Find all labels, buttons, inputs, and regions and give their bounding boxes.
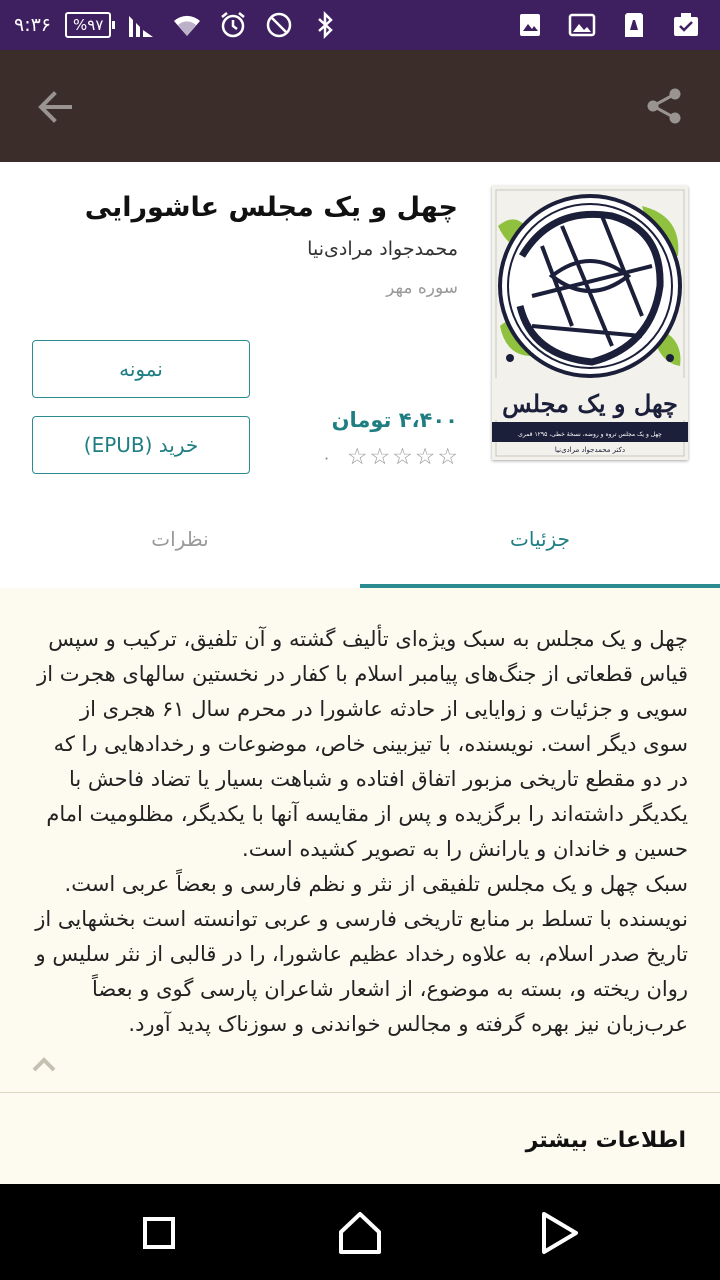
book-author[interactable]: محمدجواد مرادی‌نیا [307, 238, 458, 260]
book-description [32, 622, 688, 1042]
star-icon: ☆ [414, 444, 436, 470]
signal-icon [125, 9, 157, 41]
star-icon: ☆ [437, 444, 458, 470]
more-info-title: اطلاعات بیشتر [525, 1128, 686, 1153]
cover-subtitle: چهل و یک مجلس تروه و روضه، نسخهٔ خطی، ۱۲۹۵ قمری [518, 431, 662, 438]
star-icon: ☆ [392, 444, 413, 470]
book-title: چهل و یک مجلس عاشورایی [84, 192, 458, 223]
app-bar [0, 50, 720, 162]
gallery-icon [566, 9, 598, 41]
image-icon [514, 9, 546, 41]
cover-author: دکتر محمدجواد مرادی‌نیا [554, 446, 626, 454]
sd-card-icon [618, 9, 650, 41]
collapse-button[interactable] [28, 1050, 60, 1078]
home-icon [333, 1206, 387, 1260]
divider [0, 1092, 720, 1093]
sample-button[interactable]: نمونه [32, 340, 250, 398]
star-icon: ☆ [369, 444, 391, 470]
chevron-up-icon [28, 1050, 60, 1078]
book-publisher[interactable]: سوره مهر [386, 278, 458, 298]
wifi-icon [171, 9, 203, 41]
nav-back-button[interactable] [532, 1206, 586, 1260]
bluetooth-icon [309, 9, 341, 41]
tab-reviews[interactable]: نظرات [151, 527, 209, 551]
status-left [14, 0, 341, 50]
arrow-left-icon [32, 84, 78, 130]
rating [322, 446, 458, 469]
book-cover-art [492, 186, 688, 460]
home-button[interactable] [333, 1206, 387, 1260]
play-triangle-icon [532, 1206, 586, 1260]
description-paragraph: سبک چهل و یک مجلس تلفیقی از نثر و نظم فارسی و بعضاً عربی است. نویسنده با تسلط بر منابع تاریخی فارسی و عربی توانسته است بخشهایی از تاریخ صدر اسلام، به علاوه رخداد عظیم عاشورا، را در قالبی از نثر سلیس و روان ریخته و، بسته به موضوع، از اشعار شاعران پارسی گوی و بعضاً عرب‌زبان نیز بهره گرفته و مجالس خواندنی و سوزناک پدید آورد. [35, 872, 688, 1036]
navigation-bar [0, 1184, 720, 1280]
buy-button[interactable]: خرید (EPUB) [32, 416, 250, 474]
star-icon: ☆ [346, 444, 368, 470]
share-button[interactable] [644, 86, 684, 126]
share-icon [644, 86, 684, 126]
tab-details[interactable]: جزئیات [510, 527, 570, 551]
square-icon [132, 1206, 186, 1260]
book-price: ۴،۴۰۰ تومان [331, 408, 458, 432]
rating-count: ۰ [322, 448, 331, 467]
status-bar [0, 0, 720, 50]
do-not-disturb-icon [263, 9, 295, 41]
tabs [0, 494, 720, 588]
description-paragraph: چهل و یک مجلس به سبک ویژه‌ای تألیف گشته و آن تلفیق، ترکیب و سپس قیاس قطعاتی از جنگ‌های پیامبر اسلام با کفار در نخستین سالهای هجرت از سویی و جزئیات و زوایایی از حادثه عاشورا در محرم سال ۶۱ هجری از سوی دیگر است. نویسنده، با تیزبینی خاص، موضوعات و رخدادهایی را که در دو مقطع تاریخی مزبور اتفاق افتاده و شباهت بسیار یا تضاد فاحش با یکدیگر داشته‌اند را برگزیده و پس از مقایسه آنها با یکدیگر، مظلومیت امام حسین و خاندان و یارانش را به تصویر کشیده است. [37, 627, 688, 861]
alarm-icon [217, 9, 249, 41]
book-cover[interactable] [492, 186, 688, 460]
clipboard-check-icon [670, 9, 702, 41]
tab-indicator [360, 584, 720, 588]
back-button[interactable] [32, 84, 78, 130]
recents-button[interactable] [132, 1206, 186, 1260]
status-time: ۹:۳۶ [14, 14, 52, 36]
status-right [514, 0, 702, 50]
battery-indicator: %۹۷ [65, 12, 111, 38]
cover-title: چهل و یک مجلس [502, 389, 678, 418]
